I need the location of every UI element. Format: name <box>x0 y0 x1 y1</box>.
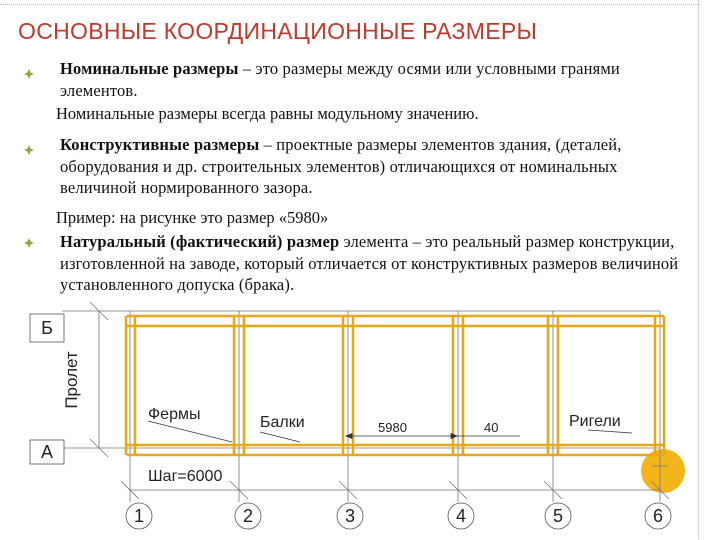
column-label-6: 6 <box>652 506 664 526</box>
leader-trusses <box>148 421 232 442</box>
term-nominal: Номинальные размеры <box>60 59 239 78</box>
note-example: Пример: на рисунке это размер «5980» <box>56 208 329 227</box>
column-marker-2 <box>235 503 261 529</box>
column-marker-5 <box>545 503 571 529</box>
leader-beams <box>260 432 300 442</box>
dimension-40: 40 <box>484 420 499 435</box>
column-label-4: 4 <box>455 506 467 526</box>
column-marker-6 <box>645 503 671 529</box>
slide-title: ОСНОВНЫЕ КООРДИНАЦИОННЫЕ РАЗМЕРЫ <box>18 18 538 44</box>
term-natural: Натуральный (фактический) размер <box>60 232 340 251</box>
label-trusses: Фермы <box>148 406 201 423</box>
dimension-5980: 5980 <box>378 420 407 435</box>
column-marker-1 <box>126 503 152 529</box>
text-natural: элемента – это реальный размер конструкции, изготовленной на заводе, который отличается от конструктивных размеров величиной установленного допуска (брака). <box>60 232 679 294</box>
column-marker-3 <box>337 503 363 529</box>
column-marker-4 <box>448 503 474 529</box>
label-step: Шаг=6000 <box>148 468 223 485</box>
axis-label-a: А <box>40 442 54 462</box>
column-label-1: 1 <box>133 506 145 526</box>
label-girders: Ригели <box>569 413 621 430</box>
column-label-5: 5 <box>552 506 564 526</box>
label-beams: Балки <box>260 414 305 431</box>
note-nominal: Номинальные размеры всегда равны модульному значению. <box>56 104 479 123</box>
leader-girders <box>588 430 632 433</box>
column-label-2: 2 <box>242 506 254 526</box>
column-axis-markers <box>126 503 671 529</box>
term-constructive: Конструктивные размеры <box>60 135 260 154</box>
text-nominal: – это размеры между осями или условными гранями элементов. <box>60 59 620 100</box>
span-label: Пролет <box>62 351 81 409</box>
axis-marker-b <box>30 314 64 342</box>
column-label-3: 3 <box>344 506 356 526</box>
axis-marker-a <box>30 440 64 464</box>
text-constructive: – проектные размеры элементов здания, (деталей, оборудования и др. строительных элементов) отличающихся от номинальных величиной нормированного зазора. <box>60 135 622 197</box>
axis-label-b: Б <box>41 318 53 338</box>
